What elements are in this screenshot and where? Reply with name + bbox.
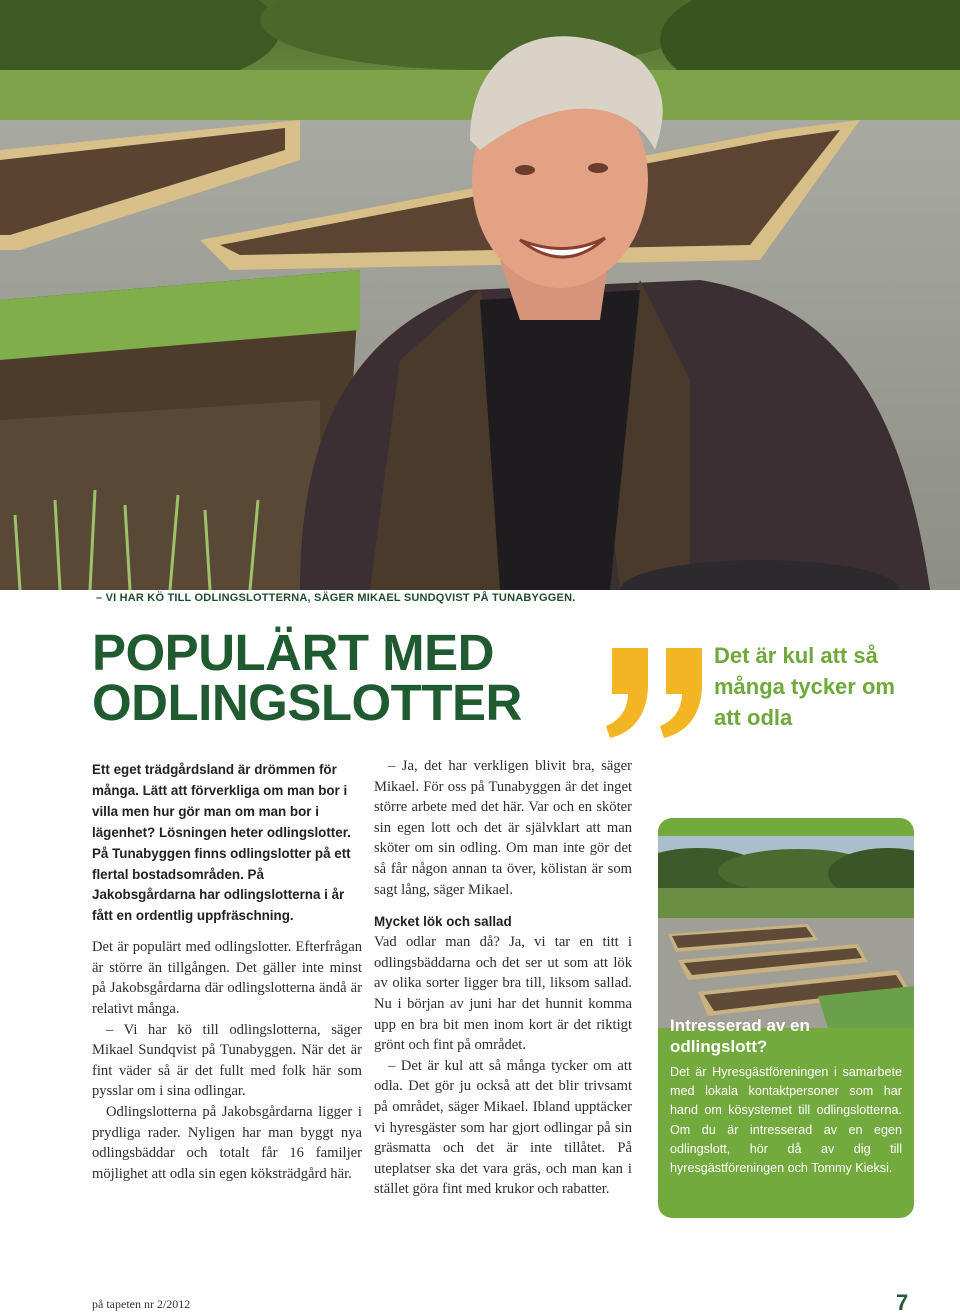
ingress: Ett eget trädgårdsland är drömmen för många. Lätt att förverkliga om man bor i villa men hur gör man om man bor i lägenhet? Lösningen heter odlingslotter. På Tunabyggen finns odlingslotter på ett flertal bostadsområden. På Jakobsgårdarna har odlingslotterna i år fått en ordentlig uppfräschning. <box>92 762 351 924</box>
footer-publication: på tapeten nr 2/2012 <box>92 1297 191 1311</box>
photo-caption: – VI HAR KÖ TILL ODLINGSLOTTERNA, SÄGER MIKAEL SUNDQVIST PÅ TUNABYGGEN. <box>96 592 576 604</box>
paragraph: – Ja, det har verkligen blivit bra, säger Mikael. För oss på Tunabyggen är det inget större arbete med det här. Var och en sköter sin egen lott och det är självklart att man sköter om sin odling. Om man inte gör det så får någon annan ta över, kölistan är som sagt lång, säger Mikael. <box>374 758 632 898</box>
quote-mark-icon <box>604 640 712 740</box>
article-column-1 <box>92 760 362 1184</box>
info-box-body: Det är Hyresgästföreningen i samarbete med lokala kontaktpersoner som har hand om kösystemet till odlingslotterna. Om du är intresserad av en egen odlingslott, hör då av dig till hyresgästföreningen och Tommy Kieksi. <box>670 1065 902 1176</box>
hero-photo <box>0 0 960 590</box>
paragraph: Vad odlar man då? Ja, vi tar en titt i odlingsbäddarna och det ser ut som att lök av olika sorter ligger bra till, liksom sallad. Nu i början av juni har det hunnit komma upp en bra bit men inom kort är det riktigt grönt och fint på området. <box>374 934 632 1054</box>
headline-line-2: ODLINGSLOTTER <box>92 674 522 731</box>
paragraph: Det är populärt med odlingslotter. Efterfrågan är större än tillgången. Det gäller inte minst på Jakobsgårdarna där odlingslotterna ändå är relativt många. <box>92 939 362 1018</box>
article-column-2 <box>374 756 632 1200</box>
headline <box>92 624 612 731</box>
hero-photo-illustration <box>0 0 960 590</box>
paragraph: – Vi har kö till odlingslotterna, säger Mikael Sundqvist på Tunabyggen. När det är fint väder så är det fullt med folk här som pysslar om i sina odlingar. <box>92 1021 362 1100</box>
paragraph: – Det är kul att så många tycker om att odla. Det gör ju också att det blir trivsamt på området, säger Mikael. Ibland upptäcker vi hyresgäster som har gjort odlingar på sin gräsmatta och det är inte tillåtet. På uteplatser ska det vara gräs, och man kan i stället göra fint med krukor och rabatter. <box>374 1057 632 1198</box>
info-box <box>658 818 914 1218</box>
paragraph: Odlingslotterna på Jakobsgårdarna ligger i prydliga rader. Nyligen har man byggt nya odlingsbäddar och totalt får 16 familjer möjlighet att odla sin egen köksträdgård här. <box>92 1104 362 1182</box>
headline-line-1: POPULÄRT MED <box>92 624 494 681</box>
subheading: Mycket lök och sallad <box>374 914 512 930</box>
pull-quote: Det är kul att så många tycker om att odla <box>714 643 895 730</box>
garden-beds-photo <box>658 836 914 1028</box>
page-number: 7 <box>896 1290 909 1315</box>
info-box-title: Intresserad av en odlingslott? <box>670 1016 810 1056</box>
